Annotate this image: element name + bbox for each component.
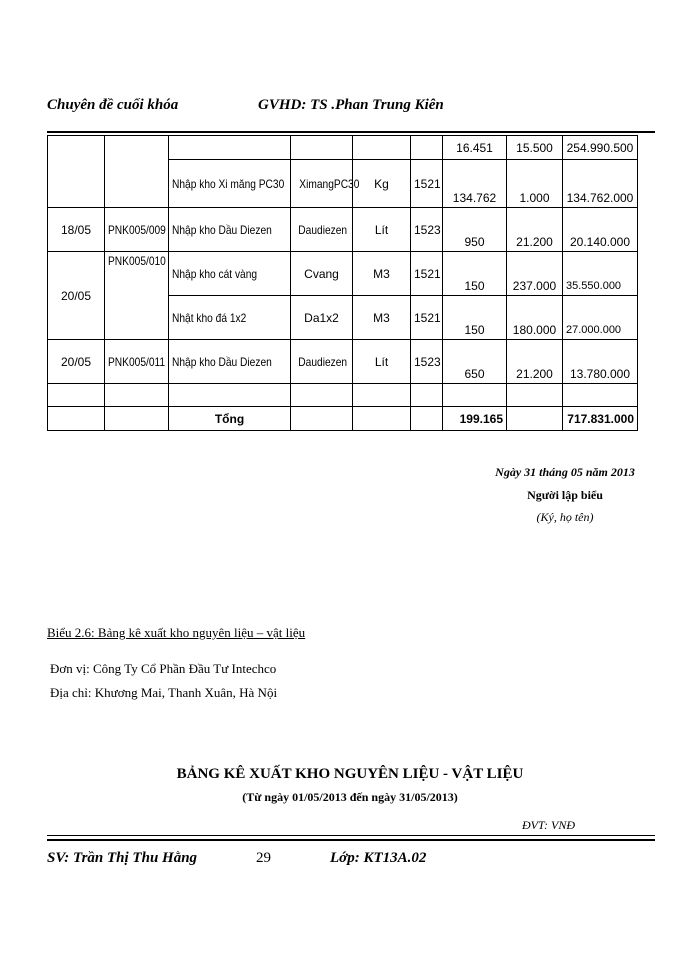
cell-acct: 1521 (411, 296, 443, 340)
cell-desc: Nhập kho Dầu Diezen (169, 340, 291, 384)
cell-qty: 650 (443, 340, 507, 384)
header-rule (47, 131, 655, 133)
table-row (48, 384, 638, 407)
cell-unit: Kg (353, 160, 411, 208)
cell-amount: 254.990.500 (563, 136, 638, 160)
signature-date: Ngày 31 tháng 05 năm 2013 (495, 465, 635, 479)
cell-unit: Lít (353, 208, 411, 252)
cell-date: 18/05 (48, 208, 105, 252)
company-address: Địa chỉ: Khương Mai, Thanh Xuân, Hà Nội (50, 685, 278, 700)
cell-qty: 134.762 (443, 160, 507, 208)
cell-code: Cvang (291, 252, 353, 296)
cell-code: Daudiezen (291, 340, 353, 384)
cell-unit (353, 136, 411, 160)
company-unit: Đơn vị: Công Ty Cổ Phần Đầu Tư Intechco (50, 661, 277, 676)
cell-amount: 35.550.000 (563, 252, 638, 296)
cell-code: XimangPC30 (291, 160, 353, 208)
cell-qty: 150 (443, 252, 507, 296)
table-row (48, 208, 638, 252)
cell-desc: Nhập kho Xi măng PC30 (169, 160, 291, 208)
cell-desc: Nhập kho cát vàng (169, 252, 291, 296)
cell-code: Daudiezen (291, 208, 353, 252)
footer-class: Lớp: KT13A.02 (330, 850, 427, 866)
header-left: Chuyên đề cuối khóa (47, 97, 179, 113)
cell-acct: 1523 (411, 208, 443, 252)
header-center: GVHD: TS .Phan Trung Kiên (258, 97, 444, 113)
currency-unit: ĐVT: VNĐ (522, 818, 576, 832)
footer-rule-bottom (47, 839, 655, 841)
signature-role: Người lập biểu (527, 488, 603, 502)
cell-unit: M3 (353, 252, 411, 296)
cell-date (48, 136, 105, 208)
cell-code (291, 136, 353, 160)
cell-unit: Lít (353, 340, 411, 384)
cell-qty: 950 (443, 208, 507, 252)
cell-price: 21.200 (507, 208, 563, 252)
table-row (48, 252, 638, 296)
report-title: BẢNG KÊ XUẤT KHO NGUYÊN LIỆU - VẬT LIỆU (176, 766, 524, 782)
section-caption: Biểu 2.6: Bảng kê xuất kho nguyên liệu – vật liệu (47, 625, 306, 640)
cell-date: 20/05 (48, 252, 105, 340)
cell-doc: PNK005/009 (105, 208, 169, 252)
table-row (48, 136, 638, 160)
cell-desc: Nhật kho đá 1x2 (169, 296, 291, 340)
cell-date: 20/05 (48, 340, 105, 384)
footer-rule-top (47, 835, 655, 836)
footer-student: SV: Trần Thị Thu Hằng (47, 850, 198, 866)
total-qty: 199.165 (443, 407, 507, 431)
cell-amount: 13.780.000 (563, 340, 638, 384)
report-subtitle: (Từ ngày 01/05/2013 đến ngày 31/05/2013) (242, 790, 458, 804)
total-label: Tổng (169, 407, 291, 431)
cell-qty: 16.451 (443, 136, 507, 160)
cell-amount: 27.000.000 (563, 296, 638, 340)
cell-doc: PNK005/011 (105, 340, 169, 384)
cell-unit: M3 (353, 296, 411, 340)
cell-desc (169, 136, 291, 160)
cell-price: 21.200 (507, 340, 563, 384)
ledger-table (47, 135, 638, 431)
cell-desc: Nhập kho Dầu Diezen (169, 208, 291, 252)
cell-doc: PNK005/010 (105, 252, 169, 340)
cell-price: 237.000 (507, 252, 563, 296)
cell-acct (411, 136, 443, 160)
cell-qty: 150 (443, 296, 507, 340)
cell-doc (105, 136, 169, 208)
cell-acct: 1521 (411, 252, 443, 296)
footer-page-number: 29 (256, 850, 271, 866)
table-row-total (48, 407, 638, 431)
cell-price: 15.500 (507, 136, 563, 160)
cell-price: 1.000 (507, 160, 563, 208)
signature-note: (Ký, họ tên) (536, 510, 594, 524)
cell-acct: 1521 (411, 160, 443, 208)
cell-code: Da1x2 (291, 296, 353, 340)
table-row (48, 340, 638, 384)
cell-acct: 1523 (411, 340, 443, 384)
cell-price: 180.000 (507, 296, 563, 340)
cell-amount: 134.762.000 (563, 160, 638, 208)
cell-amount: 20.140.000 (563, 208, 638, 252)
total-amount: 717.831.000 (563, 407, 638, 431)
